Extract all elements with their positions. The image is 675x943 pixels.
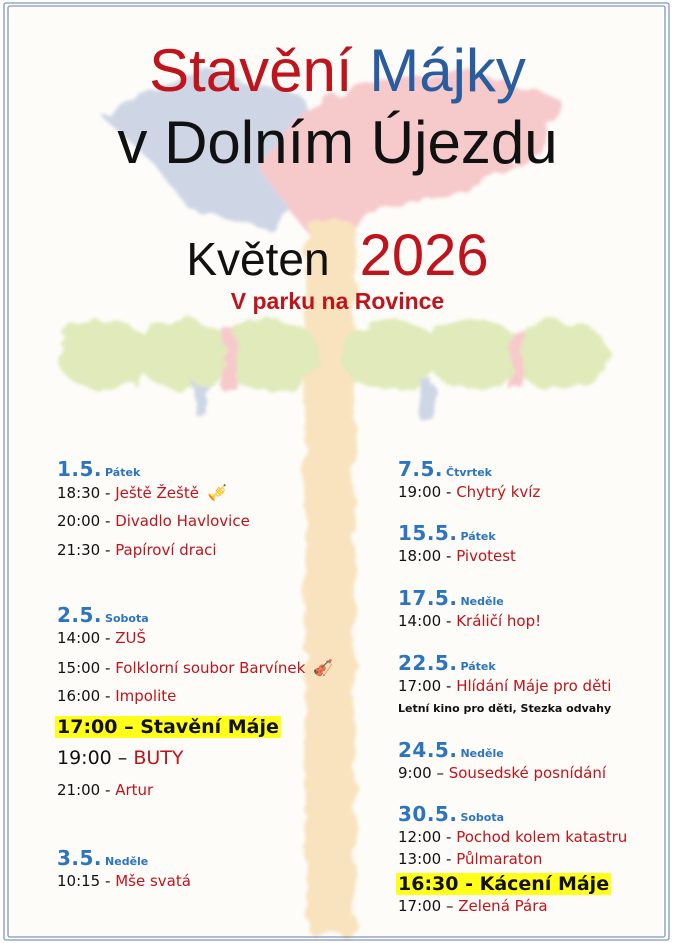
separator: - <box>441 850 457 868</box>
event <box>398 897 627 921</box>
event <box>398 677 611 702</box>
separator: - <box>100 659 116 677</box>
date: 15.5. <box>398 521 458 545</box>
event <box>57 629 333 658</box>
pole <box>305 220 355 935</box>
event-name: Hlídání Máje pro děti <box>456 677 612 695</box>
weekday: Pátek <box>105 466 141 479</box>
event-name: Stavění Máje <box>140 716 279 738</box>
event-name: ZUŠ <box>115 629 146 647</box>
event <box>398 873 627 897</box>
weekday: Pátek <box>460 530 496 543</box>
event-time: 18:30 <box>57 484 101 502</box>
event-row <box>398 612 541 630</box>
weekday: Čtvrtek <box>446 466 492 479</box>
month-year <box>0 222 675 289</box>
event <box>57 658 333 687</box>
event-name: Pochod kolem katastru <box>456 828 628 846</box>
schedule-day <box>398 651 611 722</box>
event-row <box>398 677 611 695</box>
separator: – <box>111 747 134 769</box>
separator: - <box>441 677 457 695</box>
day-header <box>57 603 333 629</box>
event-time: 19:00 <box>57 747 112 769</box>
separator: - <box>458 873 480 895</box>
day-header <box>57 457 250 483</box>
event-time: 17:00 <box>398 677 442 695</box>
trumpet-icon: 🎺 <box>206 483 227 502</box>
event <box>398 612 541 636</box>
event-row <box>396 873 611 895</box>
event-time: 10:15 <box>57 872 101 890</box>
title-location: v Dolním Újezdu <box>117 109 558 176</box>
separator: - <box>100 484 116 502</box>
event <box>398 547 516 571</box>
separator: – <box>431 764 449 782</box>
event <box>398 828 627 850</box>
separator: - <box>100 872 116 890</box>
date: 24.5. <box>398 738 458 762</box>
day-header <box>398 457 540 483</box>
event-name: Půlmaraton <box>456 850 543 868</box>
weekday: Neděle <box>460 595 504 608</box>
event-time: 13:00 <box>398 850 442 868</box>
venue: V parku na Rovince <box>230 288 445 314</box>
event-time: 21:30 <box>57 541 101 559</box>
day-header <box>398 521 516 547</box>
event-row <box>57 747 333 769</box>
event-row <box>398 828 627 846</box>
event-row <box>57 629 333 647</box>
event <box>57 512 250 541</box>
date: 30.5. <box>398 802 458 826</box>
schedule-day <box>398 586 541 636</box>
event <box>57 541 250 570</box>
day-header <box>398 586 541 612</box>
event-name: Králičí hop! <box>456 612 542 630</box>
event-row <box>57 687 333 705</box>
event-time: 21:00 <box>57 781 101 799</box>
event-time: 16:30 <box>398 873 459 895</box>
title-word-2: Májky <box>369 37 526 104</box>
separator: – <box>117 716 141 738</box>
day-header <box>398 651 611 677</box>
event <box>398 764 606 787</box>
separator: - <box>441 828 457 846</box>
event-name: Pivotest <box>456 547 516 565</box>
event <box>57 716 333 747</box>
event <box>57 687 333 716</box>
separator: - <box>100 687 116 705</box>
event-row <box>57 781 333 799</box>
schedule-day <box>57 457 250 570</box>
event-name: Impolite <box>115 687 177 705</box>
event-name: Chytrý kvíz <box>456 483 541 501</box>
event-time: 14:00 <box>398 612 442 630</box>
event-name: Sousedské posnídání <box>448 764 607 782</box>
schedule-day <box>398 738 606 787</box>
event-row <box>57 483 250 502</box>
date: 3.5. <box>57 846 103 870</box>
day-header <box>398 738 606 764</box>
schedule-day <box>398 521 516 571</box>
event-name: BUTY <box>133 747 184 769</box>
event-name: Papíroví draci <box>115 541 217 559</box>
violin-icon: 🎻 <box>313 658 334 677</box>
event <box>398 702 611 722</box>
weekday: Neděle <box>105 855 149 868</box>
event <box>398 850 627 873</box>
event-row <box>398 850 627 868</box>
event-name: Ještě Žeště <box>115 484 199 502</box>
event-time: 17:00 <box>398 897 442 915</box>
event <box>57 483 250 512</box>
event-time: 14:00 <box>57 629 101 647</box>
separator: - <box>441 547 457 565</box>
year: 2026 <box>359 223 489 288</box>
event-time: 16:00 <box>57 687 101 705</box>
weekday: Sobota <box>460 811 505 824</box>
separator: - <box>100 541 116 559</box>
event-name: Divadlo Havlovice <box>115 512 250 530</box>
event-time: 18:00 <box>398 547 442 565</box>
event-row <box>57 541 250 559</box>
event-name: Zelená Pára <box>458 897 548 915</box>
event-row <box>55 716 281 738</box>
separator: - <box>100 629 116 647</box>
event-name: Folklorní soubor Barvínek <box>115 659 306 677</box>
date: 1.5. <box>57 457 103 481</box>
day-header <box>398 802 627 828</box>
schedule-day <box>398 802 627 921</box>
event-row <box>398 547 516 565</box>
event-row <box>57 512 250 530</box>
event-row <box>398 483 540 501</box>
poster-title <box>0 36 675 105</box>
separator: - <box>441 612 457 630</box>
event-name: Mše svatá <box>115 872 191 890</box>
weekday: Sobota <box>105 612 149 625</box>
event <box>57 872 191 903</box>
schedule-day <box>57 603 333 811</box>
weekday: Neděle <box>460 747 504 760</box>
schedule-day <box>57 846 191 903</box>
separator: - <box>100 781 116 799</box>
event-row <box>398 897 627 915</box>
event-time: 15:00 <box>57 659 101 677</box>
event <box>398 483 540 507</box>
schedule-day <box>398 457 540 507</box>
event-name: Artur <box>115 781 154 799</box>
event-row <box>57 872 191 890</box>
event <box>57 747 333 781</box>
event-time: 20:00 <box>57 512 101 530</box>
weekday: Pátek <box>460 660 496 673</box>
event-time: 19:00 <box>398 483 442 501</box>
separator: – <box>441 897 459 915</box>
title-word-1: Stavění <box>149 37 353 104</box>
event-note: Letní kino pro děti, Stezka odvahy <box>398 702 612 715</box>
event-time: 17:00 <box>57 716 118 738</box>
event-row <box>57 658 333 677</box>
day-header <box>57 846 191 872</box>
separator: - <box>441 483 457 501</box>
event-name: Kácení Máje <box>479 873 610 895</box>
date: 2.5. <box>57 603 103 627</box>
date: 7.5. <box>398 457 444 481</box>
event-time: 12:00 <box>398 828 442 846</box>
month: Květen <box>186 233 330 285</box>
event <box>57 781 333 811</box>
separator: - <box>100 512 116 530</box>
date: 22.5. <box>398 651 458 675</box>
event-time: 9:00 <box>398 764 432 782</box>
event-row <box>398 764 606 782</box>
date: 17.5. <box>398 586 458 610</box>
